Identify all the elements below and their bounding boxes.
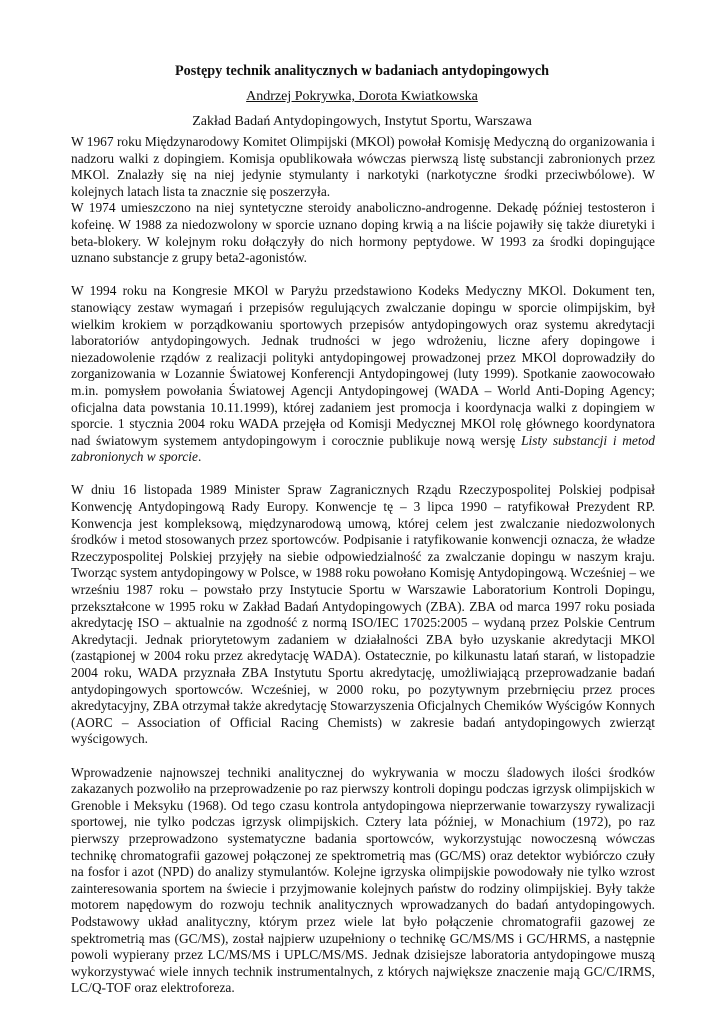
document-affiliation: Zakład Badań Antydopingowych, Instytut Sportu, Warszawa (192, 114, 532, 129)
paragraph-1974: W 1974 umieszczono na niej syntetyczne steroidy anaboliczno-androgenne. Dekadę później testosteron i kofeinę. W 1988 za niedozwolony w sporcie uznano doping krwią a na liście pojawiły się także diuretyki i beta-blokery. W kolejnym roku dołączyły do nich hormony peptydowe. W 1993 za środki dopingujące uznano substancje z grupy beta2-agonistów. (71, 200, 655, 266)
paragraph-techniques: Wprowadzenie najnowszej techniki analitycznej do wykrywania w moczu śladowych ilości środków zakazanych pozwoliło na przeprowadzenie po raz pierwszy kontroli dopingu podczas igrzysk olimpijskich w Grenoble i Meksyku (1968). Od tego czasu kontrola antydopingowa nieprzerwanie towarzyszy rywalizacji sportowej, nie tylko podczas igrzysk olimpijskich. Cztery lata później, w Monachium (1972), po raz pierwszy przeprowadzono systematyczne badania sportowców, wykorzystując nowoczesną wówczas technikę chromatografii gazowej połączonej ze spektrometrią mas (GC/MS) oraz detektor wybiórczo czuły na fosfor i azot (NPD) do analizy stymulantów. Kolejne igrzyska olimpijskie powodowały nie tylko wzrost zainteresowania sportem na świecie i przyjmowanie kolejnych państw do rodziny olimpijskiej. Były także motorem napędowym do rozwoju technik analitycznych wprowadzanych do badań antydopingowych. Podstawowy układ analityczny, którym przez wiele lat było połączenie chromatografii gazowej ze spektrometrią mas (GC/MS), został najpierw uzupełniony o technikę GC/MS/MS i GC/HRMS, a następnie powoli wypierany przez LC/MS/MS i UPLC/MS/MS. Jednak dzisiejsze laboratoria antydopingowe muszą wykorzystywać wiele innych technik instrumentalnych, z których największe znaczenie mają GC/C/IRMS, LC/Q-TOF oraz elektroforeza. (71, 764, 655, 996)
prohibited-list-title: Listy substancji i metod zabronionych w sporcie (71, 432, 655, 465)
paragraph-1994-tail: . (197, 449, 202, 465)
paragraph-1994 (71, 283, 655, 466)
paragraph-1967: W 1967 roku Międzynarodowy Komitet Olimpijski (MKOl) powołał Komisję Medyczną do organizowania i nadzoru walki z dopingiem. Komisja opublikowała wówczas pierwszą listę substancji zabronionych przez MKOl. Znalazły się na niej jedynie stymulanty i narkotyki (narkotyczne środki przeciwbólowe). W kolejnych latach lista ta znacznie się poszerzyła. (71, 134, 655, 199)
paragraph-1989: W dniu 16 listopada 1989 Minister Spraw Zagranicznych Rządu Rzeczypospolitej Polskiej podpisał Konwencję Antydopingową Rady Europy. Konwencje tę – 3 lipca 1990 – ratyfikował Prezydent RP. Konwencja jest kompleksową, międzynarodową umową, której celem jest zwalczanie niedozwolonych środków i metod stosowanych przez sportowców. Podpisanie i ratyfikowanie konwencji oznacza, że władze Rzeczypospolitej Polskiej przyjęły na siebie odpowiedzialność za zwalczanie dopingu w naszym kraju. Tworząc system antydopingowy w Polsce, w 1988 roku powołano Komisję Antydopingową. Wcześniej – we wrześniu 1987 roku – powstało przy Instytucie Sportu w Warszawie Laboratorium Kontroli Dopingu, przekształcone w 1995 roku w Zakład Badań Antydopingowych (ZBA). ZBA od marca 1997 roku posiada akredytację ISO – aktualnie na zgodność z normą ISO/IEC 17025:2005 – wydaną przez Polskie Centrum Akredytacji. Jednak priorytetowym zadaniem w działalności ZBA było uzyskanie akredytacji MKOl (zastąpionej w 2004 roku przez akredytację WADA). Ostatecznie, po kilkunastu latań starań, w listopadzie 2004 roku, WADA przyznała ZBA Instytutu Sportu akredytację, umożliwiającą przeprowadzanie badań antydopingowych sportowców. Wcześniej, w 2000 roku, po pozytywnym przebrnięciu przez proces akredytacyjny, ZBA otrzymał także akredytację Stowarzyszenia Oficjalnych Chemików Wyścigów Konnych (AORC – Association of Official Racing Chemists) w zakresie badań antydopingowych zwierząt wyścigowych. (71, 482, 655, 747)
document-title: Postępy technik analitycznych w badaniach antydopingowych (174, 63, 550, 79)
paragraph-1994-text: W 1994 roku na Kongresie MKOl w Paryżu przedstawiono Kodeks Medyczny MKOl. Dokument ten, stanowiący zestaw wymagań i przepisów regulujących zwalczanie dopingu w sporcie olimpijskim, był wielkim krokiem w porządkowaniu sportowych przepisów antydopingowych oraz systemu akredytacji laboratoriów antydopingowych. Jednak trudności w jego wdrożeniu, liczne afery dopingowe i niezadowolenie rządów z realizacji polityki antydopingowej prowadzonej przez MKOl doprowadziły do zorganizowania w Lozannie Światowej Konferencji Antydopingowej (luty 1999). Spotkanie zaowocowało m.in. pomysłem powołania Światowej Agencji Antydopingowej (WADA – World Anti-Doping Agency; oficjalna data powstania 10.11.1999), której zadaniem jest promocja i koordynacja walki z dopingiem w sporcie. 1 stycznia 2004 roku WADA przejęła od Komisji Medycznej MKOl rolę głównego koordynatora nad światowym systemem antydopingowym i corocznie publikuje nową wersję (71, 283, 655, 448)
document-authors: Andrzej Pokrywka, Dorota Kwiatkowska (246, 89, 478, 104)
document-body (71, 134, 655, 997)
